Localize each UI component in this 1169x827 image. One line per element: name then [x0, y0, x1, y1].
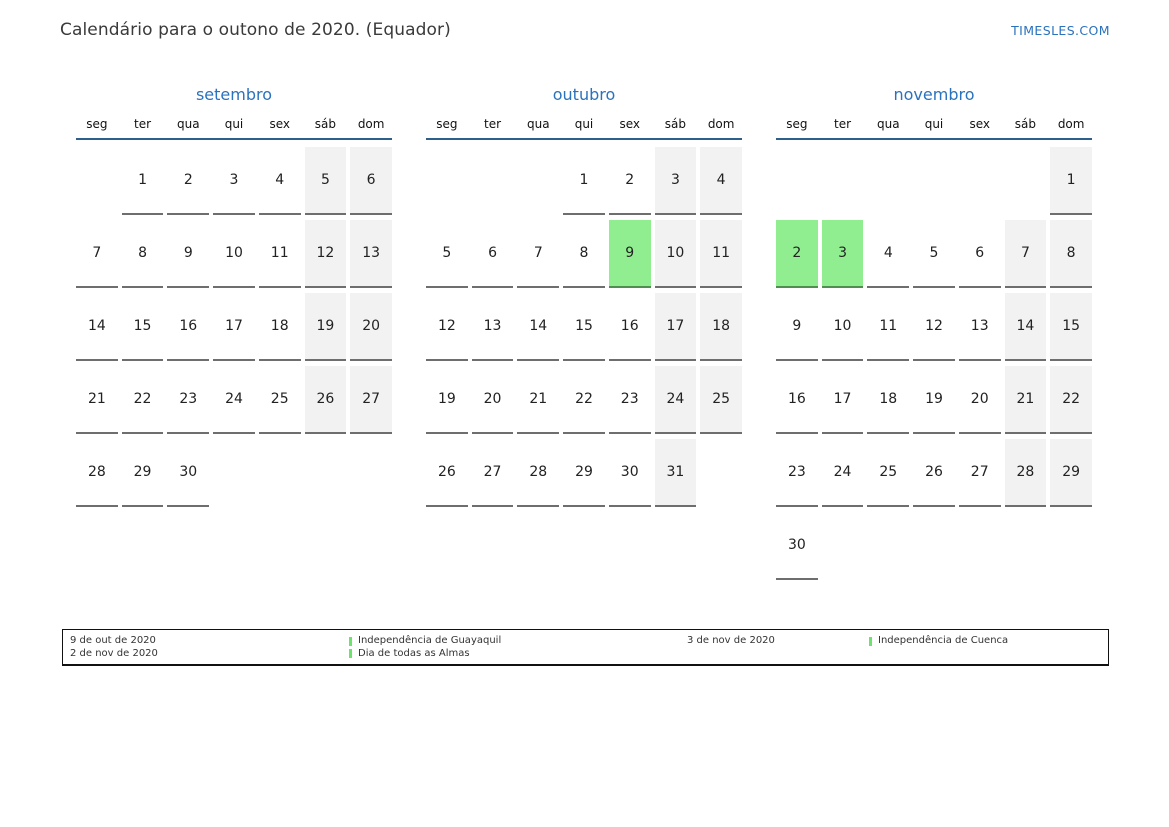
- legend-holiday-label: Dia de todas as Almas: [358, 647, 470, 659]
- empty-cell: [822, 512, 864, 580]
- day-cell: 5: [426, 220, 468, 288]
- day-cell: 23: [776, 439, 818, 507]
- day-cell: 20: [472, 366, 514, 434]
- empty-cell: [259, 439, 301, 507]
- day-cell: 9: [609, 220, 651, 288]
- day-cell: 19: [426, 366, 468, 434]
- site-link[interactable]: TIMESLES.COM: [1011, 23, 1110, 38]
- day-cell: 3: [213, 147, 255, 215]
- day-cell: 6: [350, 147, 392, 215]
- day-cell: 17: [822, 366, 864, 434]
- empty-cell: [867, 512, 909, 580]
- empty-cell: [959, 147, 1001, 215]
- empty-cell: [213, 439, 255, 507]
- legend-date: 3 de nov de 2020: [687, 635, 775, 646]
- legend-dates-group-2: [687, 635, 775, 648]
- day-cell: 4: [867, 220, 909, 288]
- holiday-marker-bar: [349, 649, 352, 658]
- holiday-legend: [62, 629, 1109, 666]
- legend-holiday-label: Independência de Guayaquil: [358, 635, 502, 646]
- weekday-label: sex: [619, 117, 640, 131]
- day-cell: 10: [213, 220, 255, 288]
- page-title: Calendário para o outono de 2020. (Equador): [60, 20, 451, 40]
- day-cell: 21: [517, 366, 559, 434]
- weekday-label: qua: [876, 117, 900, 131]
- day-cell: 27: [959, 439, 1001, 507]
- day-cell: 4: [259, 147, 301, 215]
- legend-entry: [349, 648, 501, 661]
- day-cell: 14: [1005, 293, 1047, 361]
- day-cell: 4: [700, 147, 742, 215]
- empty-cell: [913, 147, 955, 215]
- empty-cell: [867, 147, 909, 215]
- day-cell: 16: [609, 293, 651, 361]
- weekday-label: sáb: [664, 117, 687, 131]
- day-cell: 26: [305, 366, 347, 434]
- empty-cell: [76, 147, 118, 215]
- weekday-label: dom: [707, 117, 735, 131]
- month-title: outubro: [552, 85, 616, 104]
- day-cell: 29: [563, 439, 605, 507]
- day-cell: 6: [959, 220, 1001, 288]
- day-cell: 18: [700, 293, 742, 361]
- day-cell: 16: [167, 293, 209, 361]
- legend-entry: [869, 635, 1008, 648]
- day-cell: 20: [959, 366, 1001, 434]
- day-cell: 7: [1005, 220, 1047, 288]
- day-cell: 25: [700, 366, 742, 434]
- day-cell: 25: [867, 439, 909, 507]
- day-cell: 17: [655, 293, 697, 361]
- month-grid: [776, 147, 1092, 580]
- weekday-label: sáb: [1014, 117, 1037, 131]
- day-cell: 3: [822, 220, 864, 288]
- day-cell: 18: [867, 366, 909, 434]
- day-cell: 18: [259, 293, 301, 361]
- weekday-label: qua: [526, 117, 550, 131]
- day-cell: 15: [1050, 293, 1092, 361]
- day-cell: 2: [167, 147, 209, 215]
- legend-holiday-label: Independência de Cuenca: [878, 635, 1009, 646]
- day-cell: 17: [213, 293, 255, 361]
- weekday-header-row: [776, 114, 1092, 140]
- legend-date: 9 de out de 2020: [70, 635, 156, 646]
- day-cell: 10: [822, 293, 864, 361]
- weekday-label: qui: [924, 117, 944, 131]
- weekday-label: seg: [786, 117, 808, 131]
- day-cell: 21: [76, 366, 118, 434]
- holiday-marker-bar: [869, 637, 872, 646]
- day-cell: 10: [655, 220, 697, 288]
- empty-cell: [517, 147, 559, 215]
- day-cell: 11: [700, 220, 742, 288]
- day-cell: 13: [472, 293, 514, 361]
- day-cell: 30: [609, 439, 651, 507]
- day-cell: 23: [167, 366, 209, 434]
- legend-date: 2 de nov de 2020: [70, 647, 158, 659]
- day-cell: 11: [259, 220, 301, 288]
- weekday-label: dom: [1057, 117, 1085, 131]
- calendar-setembro: [76, 84, 392, 580]
- empty-cell: [472, 147, 514, 215]
- day-cell: 30: [776, 512, 818, 580]
- weekday-label: ter: [134, 117, 152, 131]
- day-cell: 14: [517, 293, 559, 361]
- day-cell: 24: [213, 366, 255, 434]
- day-cell: 8: [1050, 220, 1092, 288]
- empty-cell: [1005, 147, 1047, 215]
- day-cell: 1: [563, 147, 605, 215]
- day-cell: 1: [122, 147, 164, 215]
- empty-cell: [913, 512, 955, 580]
- month-title: setembro: [195, 85, 273, 104]
- day-cell: 28: [76, 439, 118, 507]
- day-cell: 1: [1050, 147, 1092, 215]
- day-cell: 5: [305, 147, 347, 215]
- day-cell: 2: [776, 220, 818, 288]
- day-cell: 16: [776, 366, 818, 434]
- day-cell: 22: [563, 366, 605, 434]
- legend-holidays-group-2: [869, 635, 1008, 648]
- day-cell: 26: [426, 439, 468, 507]
- day-cell: 8: [122, 220, 164, 288]
- empty-cell: [1050, 512, 1092, 580]
- day-cell: 8: [563, 220, 605, 288]
- day-cell: 24: [655, 366, 697, 434]
- weekday-label: dom: [357, 117, 385, 131]
- day-cell: 15: [563, 293, 605, 361]
- weekday-header-row: [76, 114, 392, 140]
- day-cell: 13: [350, 220, 392, 288]
- holiday-marker-bar: [349, 637, 352, 646]
- day-cell: 29: [122, 439, 164, 507]
- day-cell: 29: [1050, 439, 1092, 507]
- day-cell: 27: [350, 366, 392, 434]
- day-cell: 22: [122, 366, 164, 434]
- empty-cell: [822, 147, 864, 215]
- day-cell: 21: [1005, 366, 1047, 434]
- weekday-label: sex: [269, 117, 290, 131]
- day-cell: 24: [822, 439, 864, 507]
- month-title: novembro: [893, 85, 975, 104]
- day-cell: 28: [517, 439, 559, 507]
- weekday-label: seg: [436, 117, 458, 131]
- empty-cell: [426, 147, 468, 215]
- day-cell: 11: [867, 293, 909, 361]
- day-cell: 12: [426, 293, 468, 361]
- calendars-row: [76, 84, 1092, 580]
- legend-holidays-group-1: [349, 635, 501, 660]
- day-cell: 14: [76, 293, 118, 361]
- day-cell: 6: [472, 220, 514, 288]
- empty-cell: [700, 439, 742, 507]
- weekday-label: qui: [574, 117, 594, 131]
- weekday-header-row: [426, 114, 742, 140]
- day-cell: 26: [913, 439, 955, 507]
- weekday-label: qua: [176, 117, 200, 131]
- day-cell: 28: [1005, 439, 1047, 507]
- day-cell: 30: [167, 439, 209, 507]
- weekday-label: sex: [969, 117, 990, 131]
- empty-cell: [1005, 512, 1047, 580]
- day-cell: 27: [472, 439, 514, 507]
- empty-cell: [305, 439, 347, 507]
- day-cell: 3: [655, 147, 697, 215]
- day-cell: 9: [167, 220, 209, 288]
- day-cell: 23: [609, 366, 651, 434]
- day-cell: 19: [305, 293, 347, 361]
- empty-cell: [350, 439, 392, 507]
- empty-cell: [776, 147, 818, 215]
- day-cell: 5: [913, 220, 955, 288]
- day-cell: 12: [305, 220, 347, 288]
- weekday-label: seg: [86, 117, 108, 131]
- day-cell: 12: [913, 293, 955, 361]
- day-cell: 9: [776, 293, 818, 361]
- day-cell: 22: [1050, 366, 1092, 434]
- legend-entry: [349, 635, 501, 648]
- empty-cell: [959, 512, 1001, 580]
- weekday-label: ter: [484, 117, 502, 131]
- weekday-label: qui: [224, 117, 244, 131]
- day-cell: 13: [959, 293, 1001, 361]
- month-grid: [76, 147, 392, 507]
- weekday-label: ter: [834, 117, 852, 131]
- day-cell: 20: [350, 293, 392, 361]
- day-cell: 31: [655, 439, 697, 507]
- day-cell: 2: [609, 147, 651, 215]
- day-cell: 15: [122, 293, 164, 361]
- calendar-novembro: [776, 84, 1092, 580]
- day-cell: 25: [259, 366, 301, 434]
- page-header: [60, 20, 1110, 40]
- calendar-outubro: [426, 84, 742, 580]
- month-grid: [426, 147, 742, 507]
- legend-dates-group-1: [70, 635, 158, 660]
- day-cell: 7: [76, 220, 118, 288]
- day-cell: 7: [517, 220, 559, 288]
- day-cell: 19: [913, 366, 955, 434]
- weekday-label: sáb: [314, 117, 337, 131]
